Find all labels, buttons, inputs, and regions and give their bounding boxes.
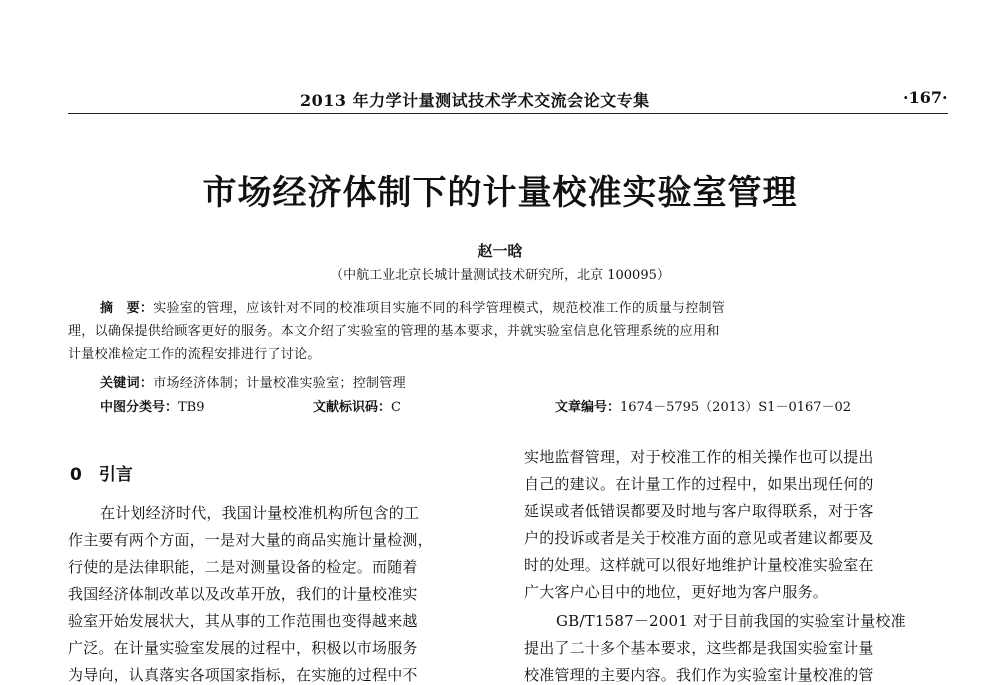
article-number-label: 文章编号：: [555, 400, 621, 415]
document-code: [313, 396, 401, 415]
keywords-line: [100, 372, 406, 391]
abstract-text: 实验室的管理，应该针对不同的校准项目实施不同的科学管理模式，规范校准工作的质量与控制管: [153, 301, 726, 316]
left-column-line: 我国经济体制改革以及改革开放，我们的计量校准实: [68, 585, 418, 603]
left-column-line: 作主要有两个方面，一是对大量的商品实施计量检测，: [68, 531, 433, 549]
document-code-value: C: [391, 400, 401, 415]
right-column-line: 自己的建议。在计量工作的过程中，如果出现任何的: [524, 475, 874, 493]
left-column-line: 广泛。在计量实验室发展的过程中，积极以市场服务: [68, 639, 418, 657]
clc-label: 中图分类号：: [100, 400, 179, 415]
clc-number: [100, 396, 205, 415]
right-column-line: 广大客户心目中的地位，更好地为客户服务。: [524, 583, 829, 601]
page-number: ·167·: [903, 88, 948, 107]
author-affiliation: （中航工业北京长城计量测试技术研究所，北京 100095）: [330, 268, 670, 283]
section-heading: 0 引言: [70, 465, 133, 485]
right-column-line: 校准管理的主要内容。我们作为实验室计量校准的管: [524, 666, 874, 684]
keywords-text: 市场经济体制；计量校准实验室；控制管理: [153, 376, 406, 391]
abstract-line-3: 计量校准检定工作的流程安排进行了讨论。: [68, 347, 321, 362]
right-column-line: 时的处理。这样就可以很好地维护计量校准实验室在: [524, 556, 874, 574]
right-column-line: 延误或者低错误都要及时地与客户取得联系，对于客: [524, 502, 874, 520]
left-column-line: 在计划经济时代，我国计量校准机构所包含的工: [100, 504, 420, 522]
author-name: 赵一晗: [477, 242, 523, 260]
right-column-line: 户的投诉或者是关于校准方面的意见或者建议都要及: [524, 529, 874, 547]
abstract-line-1: [100, 297, 725, 316]
document-code-label: 文献标识码：: [313, 400, 392, 415]
right-column-line: 实地监督管理，对于校准工作的相关操作也可以提出: [524, 448, 874, 466]
left-column-line: 验室开始发展状大，其从事的工作范围也变得越来越: [68, 612, 418, 630]
keywords-label: 关键词：: [100, 376, 154, 391]
abstract-label: 摘 要：: [100, 301, 154, 316]
clc-value: TB9: [178, 400, 205, 415]
left-column-line: 行使的是法律职能，二是对测量设备的检定。而随着: [68, 558, 418, 576]
abstract-line-2: 理，以确保提供给顾客更好的服务。本文介绍了实验室的管理的基本要求，并就实验室信息化管理系统的应用和: [68, 324, 720, 339]
right-column-line: GB/T1587－2001 对于目前我国的实验室计量校准: [556, 612, 906, 630]
article-number-value: 1674－5795（2013）S1－0167－02: [620, 400, 852, 415]
right-column-line: 提出了二十多个基本要求，这些都是我国实验室计量: [524, 639, 874, 657]
paper-title: 市场经济体制下的计量校准实验室管理: [202, 173, 798, 213]
running-head: 2013 年力学计量测试技术学术交流会论文专集: [300, 91, 650, 110]
left-column-line: 为导向，认真落实各项国家指标，在实施的过程中不: [68, 666, 418, 684]
header-rule: [68, 113, 948, 114]
article-number: [555, 396, 851, 415]
